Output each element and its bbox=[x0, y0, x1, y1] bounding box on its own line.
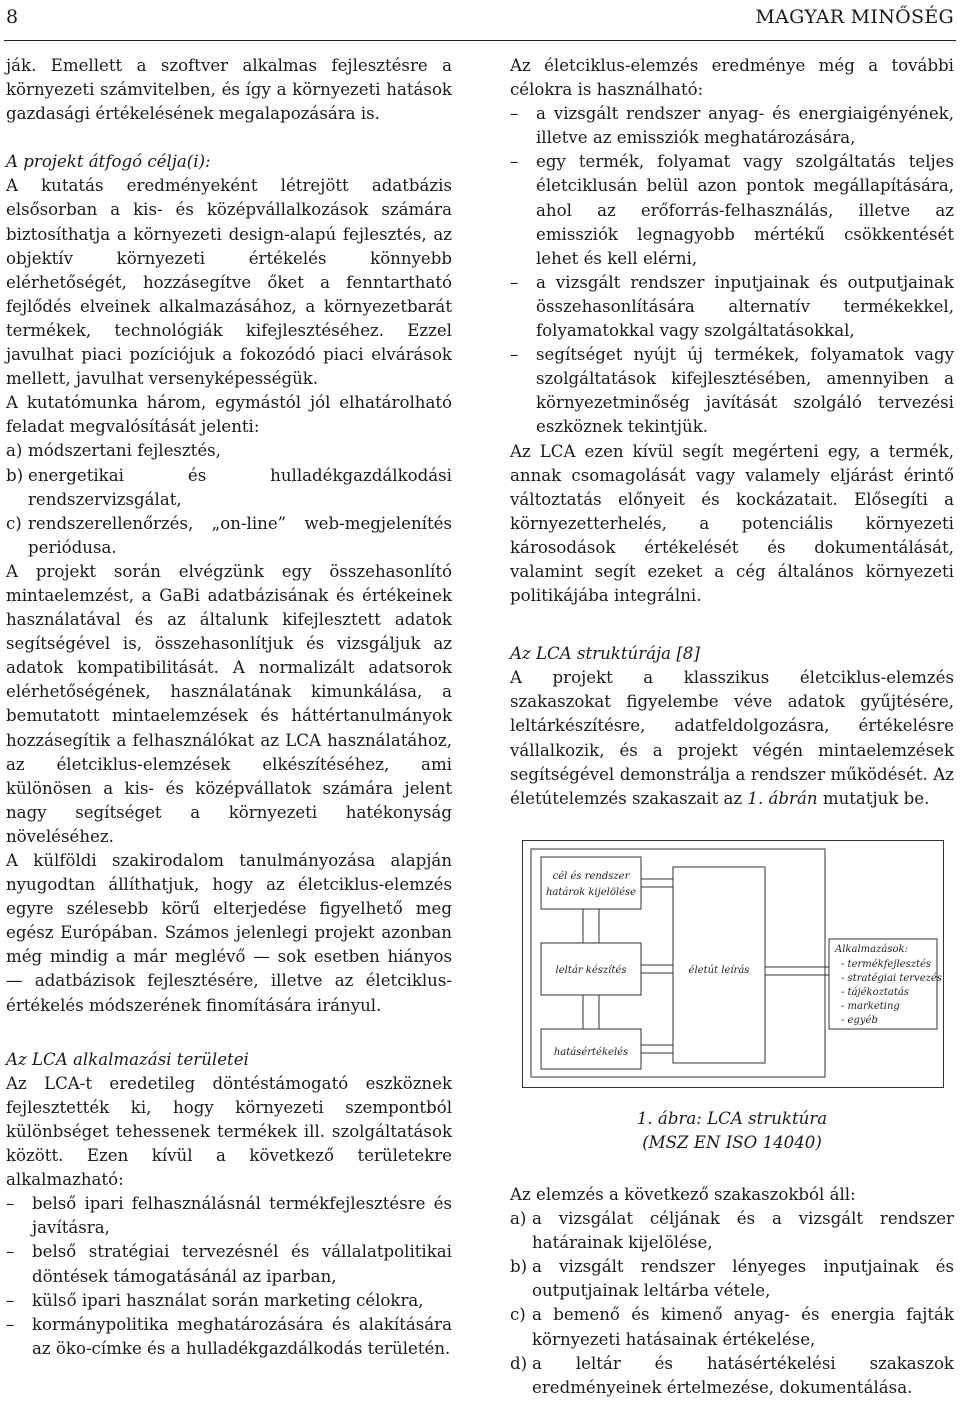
list-item: c) rendszerellenőrzés, „on-line” web-megjelenítés periódusa. bbox=[6, 513, 452, 557]
goal-heading: A projekt átfogó célja(i): bbox=[6, 152, 211, 172]
structure-paragraph: A projekt a klasszikus életciklus-elemzés szakaszokat figyelembe véve adatok gyűjtésére, leltárkészítésre, adatfeldolgozásra, értékelésre vállalkozik, és a projekt végén mintaelemzések segítségével demonstrálja a rendszer működését. Az életútelemzés szakaszait az 1. ábrán mutatjuk be. bbox=[510, 668, 954, 808]
lca-diagram bbox=[523, 841, 943, 1087]
help-paragraph: Az LCA ezen kívül segít megérteni egy, a termék, annak csomagolását vagy valamely eljárást érintő változtatás előnyeit és kockázatait. Elősegíti a környezetterhelés, a potenciális környezeti károsodások értékelését és dokumentálását, valamint segít ezeket a cég általános környezeti politikájába integrálni. bbox=[510, 441, 954, 606]
list-item: a) módszertani fejlesztés, bbox=[6, 441, 221, 461]
lca-structure-figure bbox=[522, 840, 944, 1088]
goal-paragraph: A kutatás eredményeként létrejött adatbázis elsősorban a kis- és középvállalkozások számára biztosíthatja a környezeti design-alapú fejlesztés, az objektív környezeti értékelés könnyebb elérhetőségét, hozzásegítve őket a fenntartható fejlődés elveinek alkalmazásához, a környezetbarát termékek, technológiák kifejlesztéséhez. Ezzel javulhat piaci pozíciójuk a fokozódó piaci elvárások mellett, javulhat versenyképességük. bbox=[6, 176, 452, 389]
interpretation-box-label: életút leírás bbox=[688, 965, 750, 976]
areas-paragraph: Az LCA-t eredetileg döntéstámogató eszköznek fejlesztették ki, hogy környezeti szempontból különbséget tehessenek termékek ill. szolgáltatások között. Ezen kívül a következő területekre alkalmazható: bbox=[6, 1073, 452, 1190]
areas-heading: Az LCA alkalmazási területei bbox=[6, 1049, 249, 1069]
applications-title: Alkalmazások: bbox=[835, 944, 908, 955]
structure-heading: Az LCA struktúrája [8] bbox=[510, 644, 700, 664]
goal-box-label-1: cél és rendszer bbox=[552, 871, 630, 882]
list-item: – belső stratégiai tervezésnél és vállalatpolitikai döntések támogatásánál az iparban, bbox=[6, 1242, 452, 1286]
intro-paragraph: ják. Emellett a szoftver alkalmas fejlesztésre a környezeti számvitelben, és így a környezeti hatások gazdasági értékelésének megalapozására is. bbox=[6, 56, 452, 124]
application-item: - egyéb bbox=[841, 1015, 878, 1026]
journal-title: MAGYAR MINŐSÉG bbox=[755, 6, 954, 28]
list-item: – belső ipari felhasználásnál termékfejlesztésre és javításra, bbox=[6, 1194, 452, 1238]
list-item: – külső ipari használat során marketing célokra, bbox=[6, 1290, 424, 1310]
page-number: 8 bbox=[6, 6, 19, 28]
list-item: b) a vizsgált rendszer lényeges inputjainak és outputjainak leltárba vétele, bbox=[510, 1257, 954, 1301]
caption-line-1: 1. ábra: LCA struktúra bbox=[636, 1109, 828, 1128]
tasks-paragraph: A kutatómunka három, egymástól jól elhatárolható feladat megvalósítását jelenti: bbox=[6, 393, 452, 437]
phases-list bbox=[510, 1207, 954, 1400]
impact-box-label: hatásértékelés bbox=[553, 1047, 629, 1058]
list-item: – a vizsgált rendszer inputjainak és outputjainak összehasonlítására alternatív termékekkel, folyamatokkal vagy szolgáltatásokkal, bbox=[510, 272, 954, 341]
list-item: – egy termék, folyamat vagy szolgáltatás teljes életciklusán belül azon pontok megállapítására, ahol az erőforrás-felhasználás, illetve az emissziók legnagyobb mértékű csökkentését lehet és kell elérni, bbox=[510, 152, 954, 268]
application-item: - termékfejlesztés bbox=[841, 959, 932, 970]
project-paragraph: A projekt során elvégzünk egy összehasonlító mintaelemzést, a GaBi adatbázisának és értékeinek használatával és az általunk kifejlesztett adatok segítségével is, összehasonlítjuk és vizsgáljuk az adatok kompatibilitását. A normalizált adatsorok elérhetőségének, használatának kimunkálása, a bemutatott mintaelemzések és háttértanulmányok hozzásegítik a felhasználókat az LCA használatához, az életciklus-elemzések elkészítéséhez, ami különösen a kis- és középvállatok számára jelent nagy segítséget a környezeti hatékonyság növeléséhez. bbox=[6, 561, 452, 846]
page-header bbox=[4, 0, 956, 41]
list-item: c) a bemenő és kimenő anyag- és energia fajták környezeti hatásainak értékelése, bbox=[510, 1305, 954, 1349]
list-item: – segítséget nyújt új termékek, folyamatok vagy szolgáltatások kifejlesztésében, amennyiben a környezetminőség javítását szolgáló tervezési eszköznek tekintjük. bbox=[510, 345, 954, 437]
application-item: - marketing bbox=[841, 1001, 900, 1012]
figure-caption bbox=[510, 1107, 954, 1155]
goal-box-label-2: határok kijelölése bbox=[545, 887, 637, 898]
goal-box bbox=[541, 857, 641, 909]
tasks-list bbox=[6, 439, 452, 559]
results-paragraph: Az életciklus-elemzés eredménye még a további célokra is használható: bbox=[510, 56, 954, 100]
left-column bbox=[6, 54, 452, 1361]
results-list bbox=[510, 102, 954, 439]
caption-line-2: (MSZ EN ISO 14040) bbox=[642, 1133, 822, 1152]
list-item: b) energetikai és hulladékgazdálkodási rendszervizsgálat, bbox=[6, 465, 452, 509]
application-item: - stratégiai tervezés bbox=[841, 973, 942, 984]
list-item: d) a leltár és hatásértékelési szakaszok eredményeinek értelmezése, dokumentálása. bbox=[510, 1353, 954, 1397]
foreign-paragraph: A külföldi szakirodalom tanulmányozása alapján nyugodtan állíthatjuk, hogy az életciklus-elemzés egyre szélesebb körű elterjedése figyelhető meg egész Európában. Számos jelenlegi projekt azonban még mindig a már meglévő — sok esetben hiányos — adatbázisok fejlesztésére, illetve az életciklus-értékelés módszerének finomítására irányul. bbox=[6, 851, 452, 1015]
areas-list bbox=[6, 1192, 452, 1361]
right-column bbox=[510, 54, 954, 811]
phases-paragraph: Az elemzés a következő szakaszokból áll: bbox=[510, 1185, 856, 1204]
phases-section bbox=[510, 1183, 954, 1400]
list-item: – a vizsgált rendszer anyag- és energiaigényének, illetve az emissziók meghatározására, bbox=[510, 104, 954, 148]
list-item: – kormánypolitika meghatározására és alakítására az öko-címke és a hulladékgazdálkodás területén. bbox=[6, 1314, 452, 1358]
list-item: a) a vizsgálat céljának és a vizsgált rendszer határainak kijelölése, bbox=[510, 1209, 954, 1253]
application-item: - tájékoztatás bbox=[841, 987, 909, 998]
inventory-box-label: leltár készítés bbox=[555, 965, 627, 976]
